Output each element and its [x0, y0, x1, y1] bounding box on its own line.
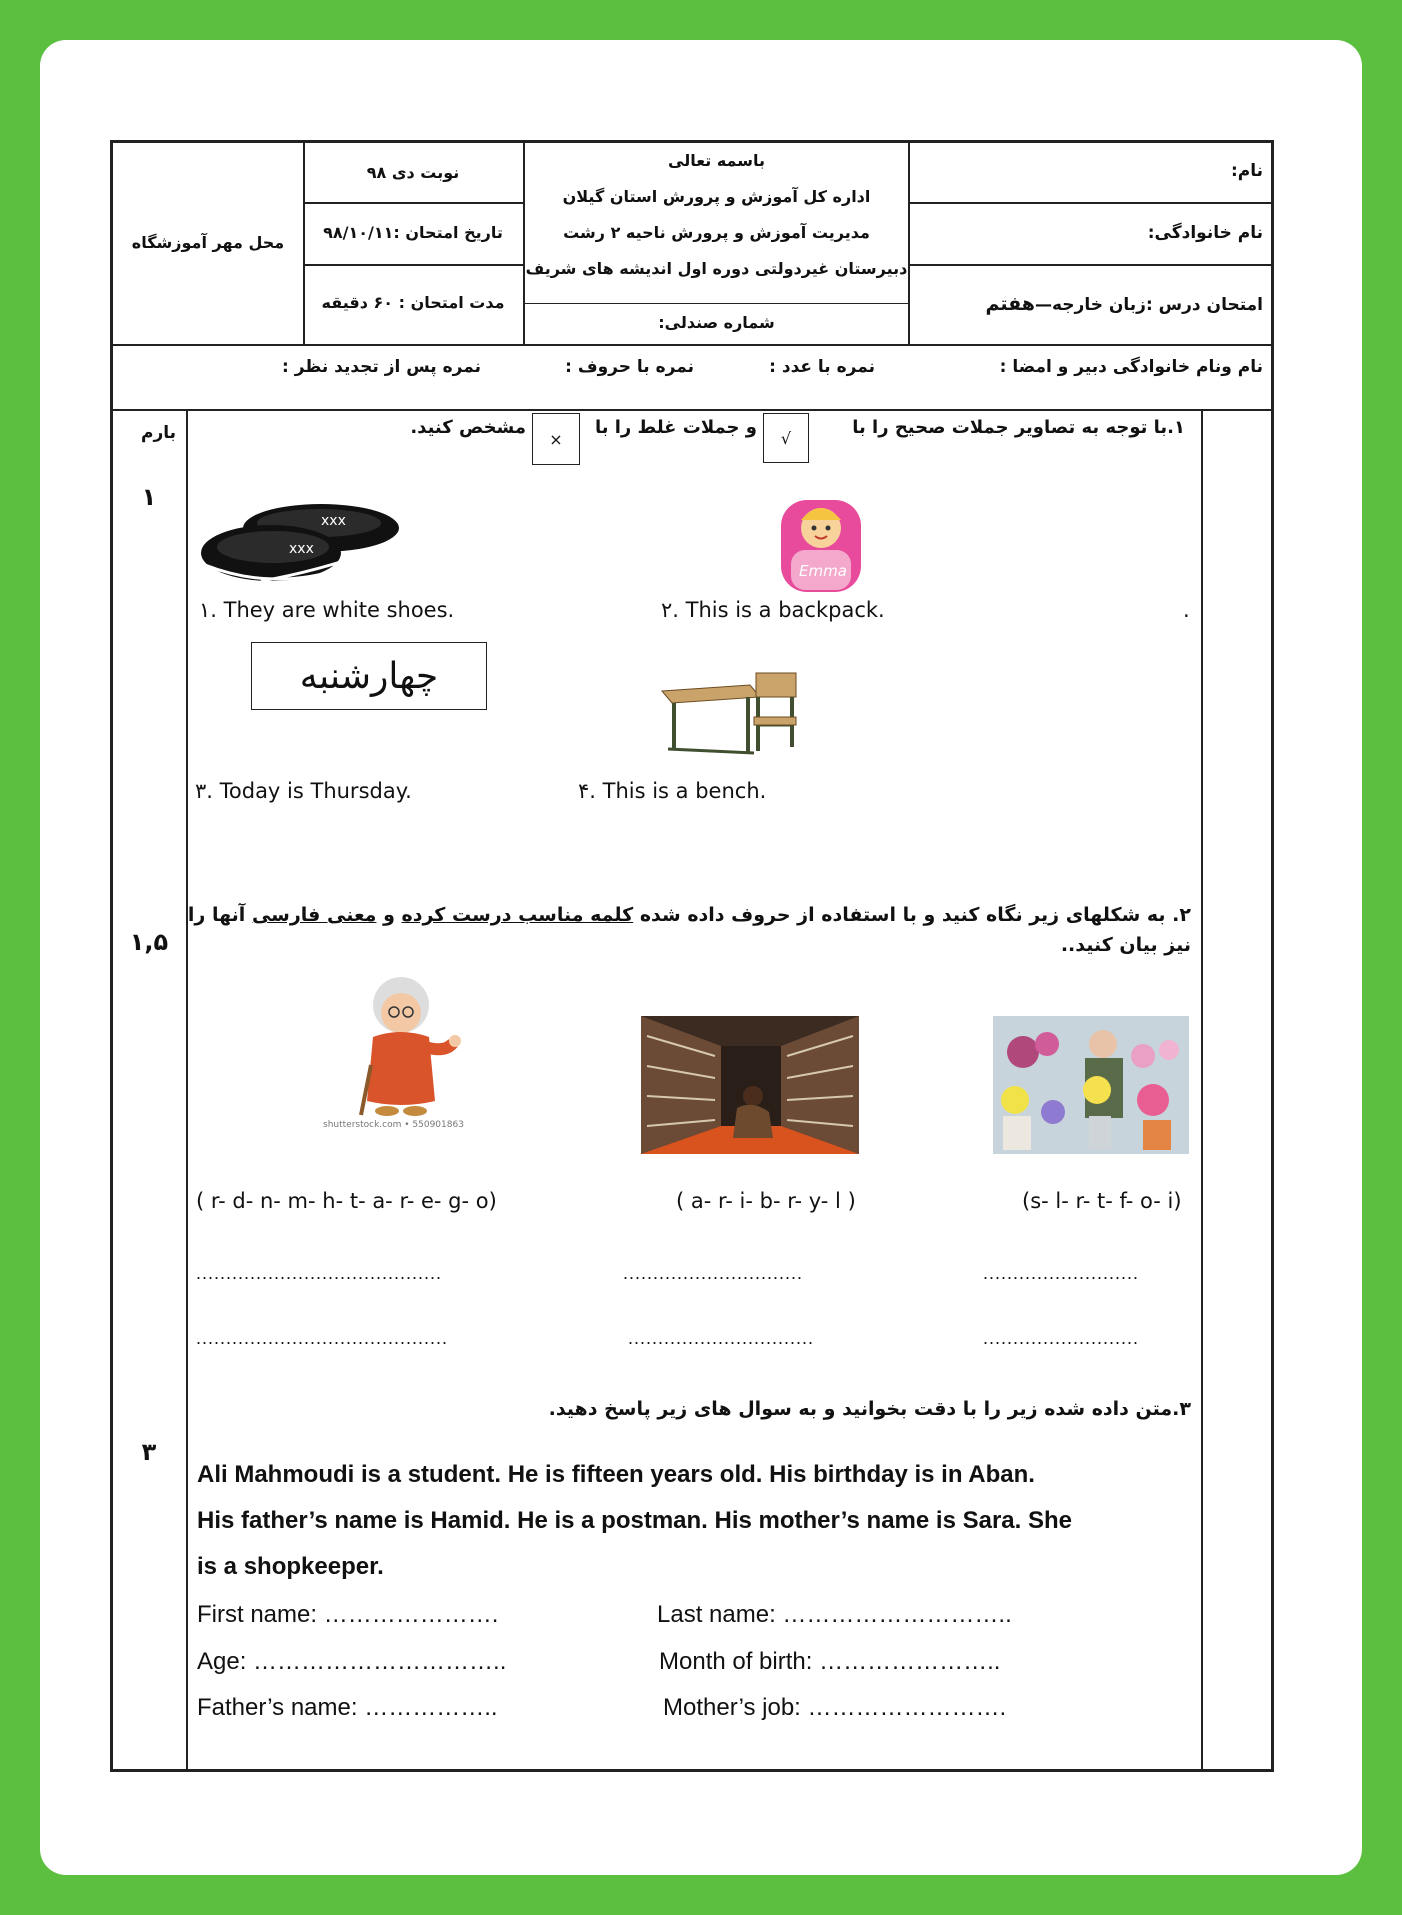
scramble-1: ( r- d- n- m- h- t- a- r- e- g- o)	[196, 1189, 497, 1213]
org-line-2: مدیریت آموزش و پرورش ناحیه ۲ رشت	[563, 223, 870, 242]
passage-line-3: is a shopkeeper.	[197, 1553, 384, 1580]
course-grade: هفتم	[985, 293, 1035, 315]
name-cell-line-1	[909, 202, 1271, 204]
answer-line-2b[interactable]: ...............................	[628, 1328, 815, 1348]
q2-instruction-part-b: و	[383, 904, 395, 926]
bench-picture	[658, 669, 800, 759]
q2-instruction-part-a: ۲. به شکلهای زیر نگاه کنید و با استفاده از حروف داده شده	[639, 904, 1191, 926]
date-cell-line-1	[303, 202, 523, 204]
marks-column-line	[186, 411, 188, 1772]
score-review-label: نمره پس از تجدید نظر :	[282, 357, 481, 377]
q2-instruction-line-2: نیز بیان کنید..	[1060, 934, 1191, 956]
age-field[interactable]: Age: …………………………..	[197, 1648, 507, 1675]
q2-instruction-underline-1: کلمه مناسب درست کرده	[401, 904, 634, 926]
marks-header: بارم	[141, 423, 177, 443]
cross-symbol: ×	[549, 429, 563, 449]
answer-line-1b[interactable]: ..........................................	[196, 1328, 449, 1348]
name-label: نام:	[1230, 161, 1263, 181]
weekday-box	[251, 642, 487, 710]
q2-instruction-underline-2: معنی فارسی	[251, 904, 377, 926]
teacher-sign-label: نام ونام خانوادگی دبیر و امضا :	[999, 357, 1263, 377]
seat-label: شماره صندلی:	[658, 313, 775, 332]
session-label: نوبت دی ۹۸	[366, 163, 460, 182]
check-symbol: √	[780, 428, 792, 448]
q1-instruction-b: و جملات غلط را با	[594, 417, 757, 438]
scramble-3: (s- l- r- t- f- o- i)	[1022, 1189, 1182, 1213]
q3-mark: ۳	[141, 1438, 157, 1466]
org-line-1: اداره کل آموزش و پرورش استان گیلان	[562, 187, 871, 206]
exam-duration: مدت امتحان : ۶۰ دقیقه	[321, 293, 505, 312]
answer-line-1a[interactable]: .........................................	[196, 1263, 443, 1283]
backpack-name: Emma	[799, 562, 847, 580]
q1-item-2: ۲. This is a backpack.	[661, 598, 885, 622]
school-seal-label: محل مهر آموزشگاه	[131, 233, 285, 252]
exam-sheet	[110, 140, 1274, 1772]
course-label-text: امتحان درس :زبان خارجه	[1051, 295, 1263, 315]
q1-item-1: ۱. They are white shoes.	[199, 598, 455, 622]
answer-line-2a[interactable]: ..............................	[623, 1263, 804, 1283]
score-number-label: نمره با عدد :	[769, 357, 875, 377]
q2-mark: ۱,۵	[129, 928, 169, 956]
q1-instruction-c: مشخص کنید.	[410, 417, 526, 438]
first-name-field[interactable]: First name: ………………….	[197, 1601, 499, 1628]
right-margin-line	[1201, 411, 1203, 1772]
q1-item-4: ۴. This is a bench.	[578, 779, 767, 803]
cross-symbol-box	[532, 413, 580, 465]
answer-line-3b[interactable]: ..........................	[983, 1328, 1140, 1348]
check-symbol-box	[763, 413, 809, 463]
q1-trailing-dot: .	[1183, 598, 1190, 622]
answer-line-3a[interactable]: ..........................	[983, 1263, 1140, 1283]
date-cell-line-2	[303, 264, 523, 266]
header-divider-3	[908, 143, 910, 344]
grandmother-watermark: shutterstock.com • 550901863	[323, 1120, 464, 1130]
fathers-name-field[interactable]: Father’s name: ……………..	[197, 1694, 498, 1721]
grandmother-picture	[313, 973, 483, 1131]
backpack-picture	[773, 488, 869, 596]
mothers-job-field[interactable]: Mother’s job: …………………….	[663, 1694, 1007, 1721]
passage-line-1: Ali Mahmoudi is a student. He is fifteen years old. His birthday is in Aban.	[197, 1461, 1035, 1488]
svg-text:xxx: xxx	[289, 541, 314, 557]
q2-instruction-part-c: آنها را	[187, 904, 246, 926]
florist-picture	[993, 1016, 1189, 1154]
q1-instruction-a: ۱.با توجه به تصاویر جملات صحیح را با	[852, 417, 1185, 438]
q3-instruction: ۳.متن داده شده زیر را با دقت بخوانید و به سوال های زیر پاسخ دهید.	[548, 1398, 1191, 1420]
seat-cell-line	[525, 303, 908, 304]
q2-instruction-line-1	[188, 904, 1191, 926]
month-of-birth-field[interactable]: Month of birth: …………………..	[659, 1648, 1001, 1675]
library-picture	[641, 1016, 859, 1154]
family-label: نام خانوادگی:	[1147, 223, 1263, 243]
score-row-bottom-line	[113, 409, 1271, 411]
q1-item-3: ۳. Today is Thursday.	[195, 779, 412, 803]
q1-mark: ۱	[141, 483, 157, 511]
org-line-3: دبیرستان غیردولتی دوره اول اندیشه های شریف	[525, 259, 908, 278]
scramble-2: ( a- r- i- b- r- y- l )	[676, 1189, 856, 1213]
shoes-picture	[201, 473, 401, 598]
title-line: باسمه تعالی	[668, 151, 765, 170]
name-cell-line-2	[909, 264, 1271, 266]
weekday-box-text: چهارشنبه	[299, 655, 439, 697]
score-letters-label: نمره با حروف :	[565, 357, 694, 377]
course-label: امتحان درس :زبان خارجه—هفتم	[985, 293, 1263, 315]
passage-line-2: His father’s name is Hamid. He is a postman. His mother’s name is Sara. She	[197, 1507, 1072, 1534]
last-name-field[interactable]: Last name: ………………………..	[657, 1601, 1012, 1628]
exam-date: تاریخ امتحان :۹۸/۱۰/۱۱	[323, 223, 503, 242]
header-bottom-line	[113, 344, 1271, 346]
svg-text:xxx: xxx	[321, 513, 346, 529]
